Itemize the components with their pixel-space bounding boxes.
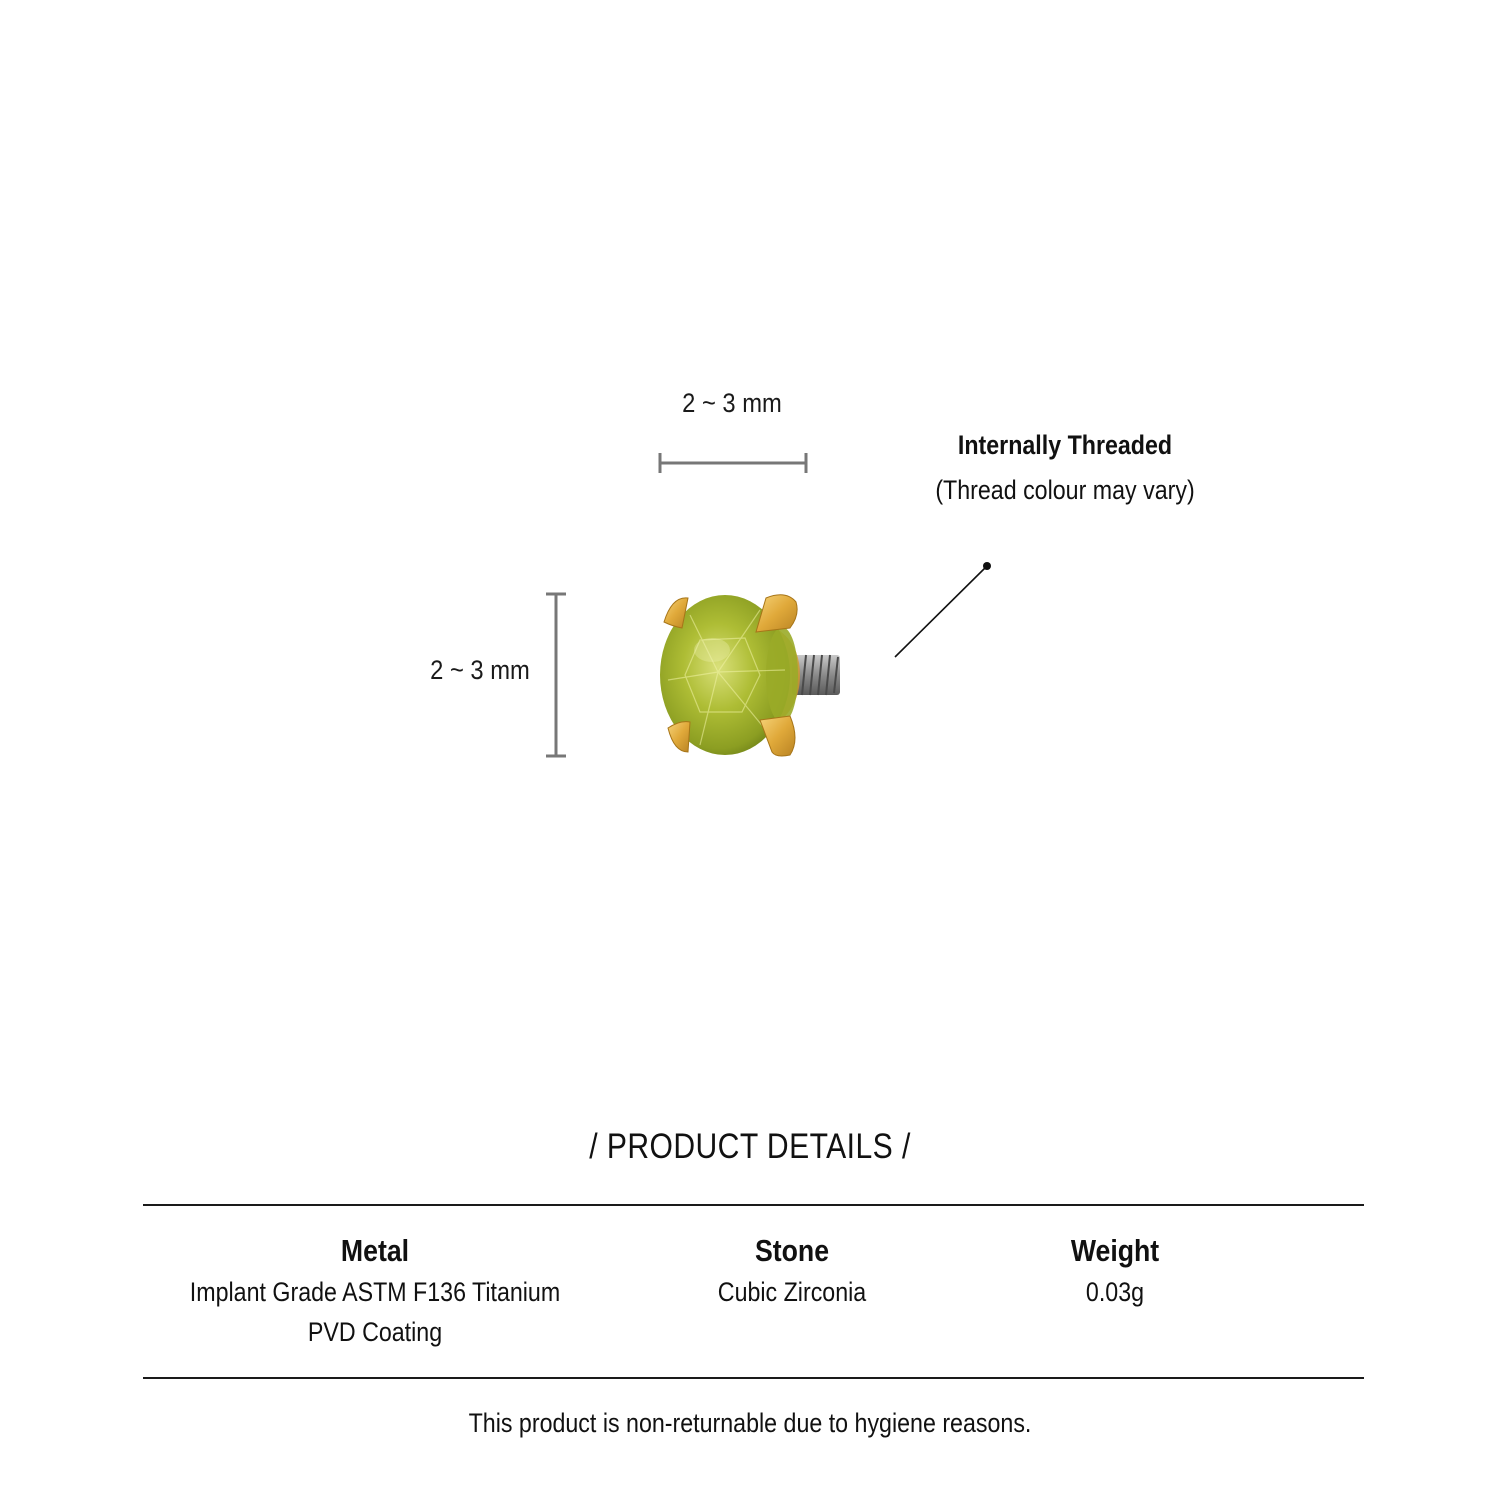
metal-value-line-2: PVD Coating bbox=[307, 1317, 443, 1347]
width-dimension-bar bbox=[660, 453, 806, 473]
height-dimension-label: 2 ~ 3 mm bbox=[430, 655, 530, 685]
return-policy-disclaimer: This product is non-returnable due to hygiene reasons. bbox=[468, 1408, 1032, 1438]
thread-callout-note: (Thread colour may vary) bbox=[935, 475, 1195, 505]
stone-value: Cubic Zirconia bbox=[717, 1277, 867, 1307]
weight-column bbox=[990, 1230, 1240, 1312]
height-dimension-bar bbox=[546, 594, 566, 756]
metal-value-line-1: Implant Grade ASTM F136 Titanium bbox=[189, 1277, 561, 1307]
thread-callout-title: Internally Threaded bbox=[957, 430, 1173, 460]
details-top-divider bbox=[143, 1204, 1364, 1206]
weight-value: 0.03g bbox=[1085, 1277, 1145, 1307]
product-details-heading: / PRODUCT DETAILS / bbox=[589, 1127, 911, 1166]
details-bottom-divider bbox=[143, 1377, 1364, 1379]
width-dimension-label: 2 ~ 3 mm bbox=[682, 388, 782, 418]
weight-label: Weight bbox=[1070, 1233, 1160, 1268]
stone-label: Stone bbox=[754, 1233, 830, 1268]
thread-callout-pointer bbox=[895, 562, 991, 657]
stone-column bbox=[642, 1230, 942, 1312]
metal-label: Metal bbox=[340, 1233, 410, 1268]
metal-column bbox=[125, 1230, 625, 1352]
